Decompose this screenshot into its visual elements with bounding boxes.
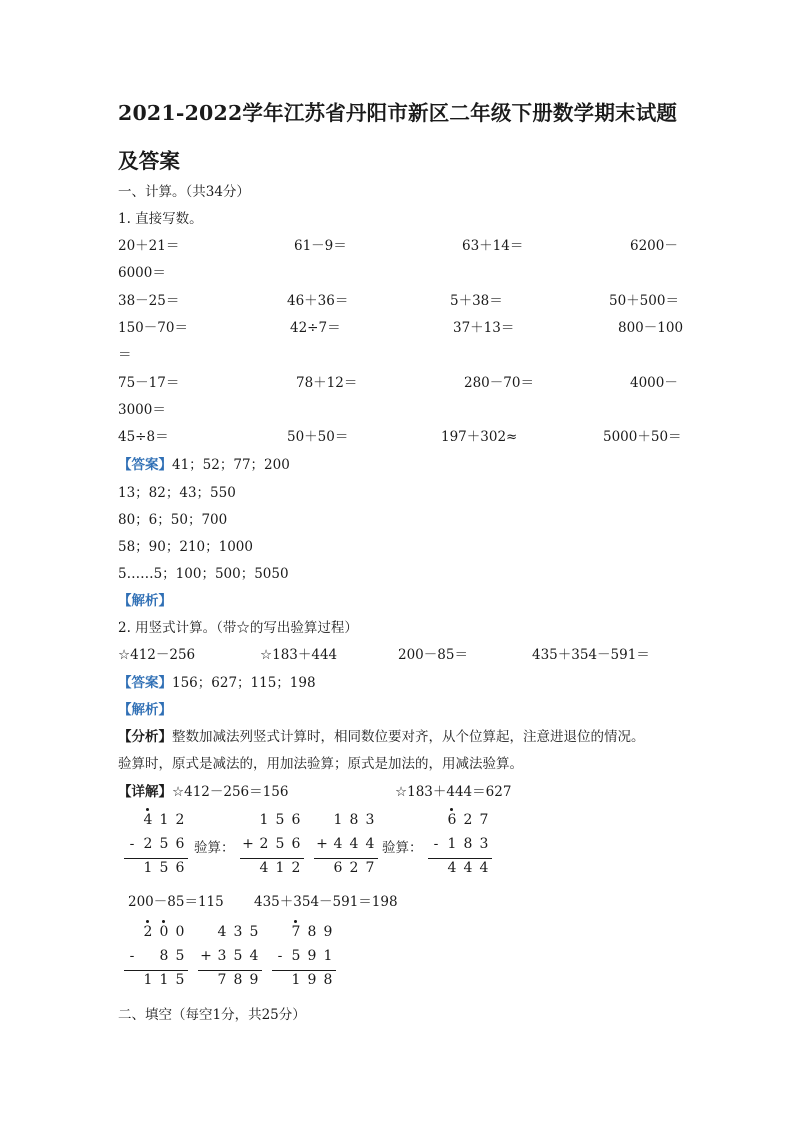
vertical-digit-top: 7 <box>479 812 489 828</box>
vertical-digit-result: 1 <box>159 972 169 988</box>
vertical-digit-top: 3 <box>233 924 243 940</box>
xiangjie-b: ☆183＋444＝627 <box>395 784 512 800</box>
q1-item-wrap: 3000＝ <box>118 402 166 418</box>
vertical-digit-result: 8 <box>233 972 243 988</box>
vertical-digit-mid: 4 <box>349 836 359 852</box>
q1-item: 800－100 <box>618 320 684 336</box>
vertical-digit-top: 2 <box>143 924 153 940</box>
vertical-operator: + <box>200 948 212 964</box>
q2-xiangjie-line <box>118 780 288 800</box>
q1-item: 75－17＝ <box>118 375 180 391</box>
vertical-digit-result: 7 <box>365 860 375 876</box>
answer-text: 41；52；77；200 <box>172 457 290 473</box>
q1-item: 6200－ <box>630 238 678 254</box>
vertical-digit-top: 3 <box>365 812 375 828</box>
xiangjie-tag: 【详解】 <box>118 784 172 800</box>
borrow-dot <box>146 920 149 923</box>
vertical-underline <box>272 970 336 971</box>
vertical-digit-result: 4 <box>447 860 457 876</box>
q1-answer-line-1 <box>118 453 290 473</box>
vertical-digit-result: 8 <box>323 972 333 988</box>
q1-item: 42÷7＝ <box>290 320 341 336</box>
q2-item: ☆412－256 <box>118 647 196 663</box>
q2-item: ☆183＋444 <box>260 647 338 663</box>
vertical-underline <box>314 858 378 859</box>
vertical-digit-result: 6 <box>175 860 185 876</box>
q1-answer-line-4: 58；90；210；1000 <box>118 539 253 555</box>
vertical-digit-mid: 1 <box>323 948 333 964</box>
vertical-digit-mid: 3 <box>479 836 489 852</box>
borrow-dot <box>146 808 149 811</box>
fenxi-text: 整数加减法列竖式计算时，相同数位要对齐，从个位算起，注意进退位的情况。 <box>172 729 645 745</box>
vertical-digit-top: 5 <box>275 812 285 828</box>
vertical-underline <box>198 970 262 971</box>
vertical-digit-top: 1 <box>333 812 343 828</box>
vertical-digit-result: 5 <box>175 972 185 988</box>
borrow-dot <box>294 920 297 923</box>
vertical-digit-top: 6 <box>291 812 301 828</box>
vertical-digit-mid: 2 <box>143 836 153 852</box>
vertical-underline <box>124 970 188 971</box>
q1-item: 150－70＝ <box>118 320 188 336</box>
vertical-digit-mid: 4 <box>249 948 259 964</box>
vertical-digit-top: 6 <box>447 812 457 828</box>
q1-answer-line-2: 13；82；43；550 <box>118 485 236 501</box>
q1-analysis-tag: 【解析】 <box>118 593 172 609</box>
vertical-digit-top: 0 <box>159 924 169 940</box>
vertical-digit-top: 8 <box>349 812 359 828</box>
check-label: 验算： <box>194 840 235 856</box>
vertical-digit-result: 2 <box>349 860 359 876</box>
answer-tag: 【答案】 <box>118 457 172 473</box>
vertical-digit-mid: 2 <box>259 836 269 852</box>
vertical-digit-top: 7 <box>291 924 301 940</box>
question-1-label: 1. 直接写数。 <box>118 211 203 227</box>
vertical-digit-result: 2 <box>291 860 301 876</box>
q1-item: 38－25＝ <box>118 293 180 309</box>
vertical-digit-result: 1 <box>275 860 285 876</box>
q1-item: 5000＋50＝ <box>603 429 682 445</box>
vertical-digit-mid: 9 <box>307 948 317 964</box>
q2-analysis-tag: 【解析】 <box>118 702 172 718</box>
q2-answer-line <box>118 671 316 691</box>
equation-200-85: 200－85＝115 <box>128 894 224 910</box>
question-2-label: 2. 用竖式计算。（带☆的写出验算过程） <box>118 620 358 636</box>
q1-item: 197＋302≈ <box>441 429 518 445</box>
vertical-operator: - <box>129 836 135 852</box>
q1-answer-line-3: 80；6；50；700 <box>118 512 228 528</box>
vertical-digit-mid: 6 <box>175 836 185 852</box>
vertical-digit-top: 4 <box>143 812 153 828</box>
vertical-digit-result: 4 <box>259 860 269 876</box>
q1-item: 46＋36＝ <box>287 293 349 309</box>
vertical-operator: - <box>277 948 283 964</box>
vertical-digit-mid: 5 <box>233 948 243 964</box>
vertical-digit-mid: 3 <box>217 948 227 964</box>
q1-item-wrap: 6000＝ <box>118 265 166 281</box>
vertical-digit-mid: 5 <box>175 948 185 964</box>
vertical-digit-top: 8 <box>307 924 317 940</box>
borrow-dot <box>450 808 453 811</box>
vertical-digit-mid: 5 <box>275 836 285 852</box>
answer-text: 156；627；115；198 <box>172 675 316 691</box>
vertical-digit-result: 4 <box>463 860 473 876</box>
vertical-digit-mid: 5 <box>159 836 169 852</box>
q1-answer-line-5: 5……5；100；500；5050 <box>118 566 289 582</box>
q1-item-wrap: ＝ <box>118 347 132 363</box>
q1-item: 50＋50＝ <box>287 429 349 445</box>
vertical-digit-top: 1 <box>159 812 169 828</box>
vertical-digit-mid: 5 <box>291 948 301 964</box>
xiangjie-a: ☆412－256＝156 <box>172 784 289 800</box>
q1-item: 61－9＝ <box>294 238 347 254</box>
q1-item: 45÷8＝ <box>118 429 169 445</box>
fenxi-tag: 【分析】 <box>118 729 172 745</box>
borrow-dot <box>162 920 165 923</box>
vertical-digit-mid: 1 <box>447 836 457 852</box>
vertical-digit-result: 1 <box>143 860 153 876</box>
vertical-digit-result: 9 <box>249 972 259 988</box>
q2-item: 200－85＝ <box>398 647 468 663</box>
vertical-digit-top: 1 <box>259 812 269 828</box>
q1-item: 63＋14＝ <box>462 238 524 254</box>
vertical-operator: + <box>242 836 254 852</box>
vertical-underline <box>240 858 304 859</box>
q1-item: 78＋12＝ <box>296 375 358 391</box>
check-label: 验算： <box>382 840 423 856</box>
vertical-digit-result: 9 <box>307 972 317 988</box>
vertical-digit-top: 0 <box>175 924 185 940</box>
q1-item: 4000－ <box>630 375 678 391</box>
vertical-digit-mid: 4 <box>333 836 343 852</box>
vertical-digit-result: 6 <box>333 860 343 876</box>
document-title-line2: 及答案 <box>118 149 181 173</box>
vertical-digit-result: 1 <box>291 972 301 988</box>
q1-item: 50＋500＝ <box>609 293 679 309</box>
vertical-digit-result: 7 <box>217 972 227 988</box>
document-title-line1: 2021-2022学年江苏省丹阳市新区二年级下册数学期末试题 <box>118 101 678 125</box>
q2-fenxi-line-2: 验算时，原式是减法的，用加法验算；原式是加法的，用减法验算。 <box>118 756 523 772</box>
vertical-underline <box>124 858 188 859</box>
vertical-digit-top: 4 <box>217 924 227 940</box>
vertical-digit-result: 1 <box>143 972 153 988</box>
q1-item: 20＋21＝ <box>118 238 180 254</box>
q2-fenxi-line <box>118 725 645 745</box>
vertical-operator: + <box>316 836 328 852</box>
vertical-digit-top: 5 <box>249 924 259 940</box>
section-heading-calculation: 一、计算。（共34分） <box>118 184 250 200</box>
vertical-digit-top: 9 <box>323 924 333 940</box>
vertical-digit-mid: 4 <box>365 836 375 852</box>
vertical-operator: - <box>433 836 439 852</box>
vertical-underline <box>428 858 492 859</box>
vertical-digit-mid: 8 <box>463 836 473 852</box>
answer-tag: 【答案】 <box>118 675 172 691</box>
equation-435-354-591: 435＋354－591＝198 <box>254 894 398 910</box>
vertical-operator: - <box>129 948 135 964</box>
section-heading-fill-in: 二、填空（每空1分，共25分） <box>118 1007 306 1023</box>
q1-item: 280－70＝ <box>464 375 534 391</box>
vertical-digit-mid: 6 <box>291 836 301 852</box>
vertical-digit-top: 2 <box>175 812 185 828</box>
q2-item: 435＋354－591＝ <box>532 647 650 663</box>
vertical-digit-mid: 8 <box>159 948 169 964</box>
vertical-digit-top: 2 <box>463 812 473 828</box>
vertical-digit-result: 4 <box>479 860 489 876</box>
q1-item: 37＋13＝ <box>453 320 515 336</box>
vertical-digit-result: 5 <box>159 860 169 876</box>
q1-item: 5＋38＝ <box>450 293 503 309</box>
